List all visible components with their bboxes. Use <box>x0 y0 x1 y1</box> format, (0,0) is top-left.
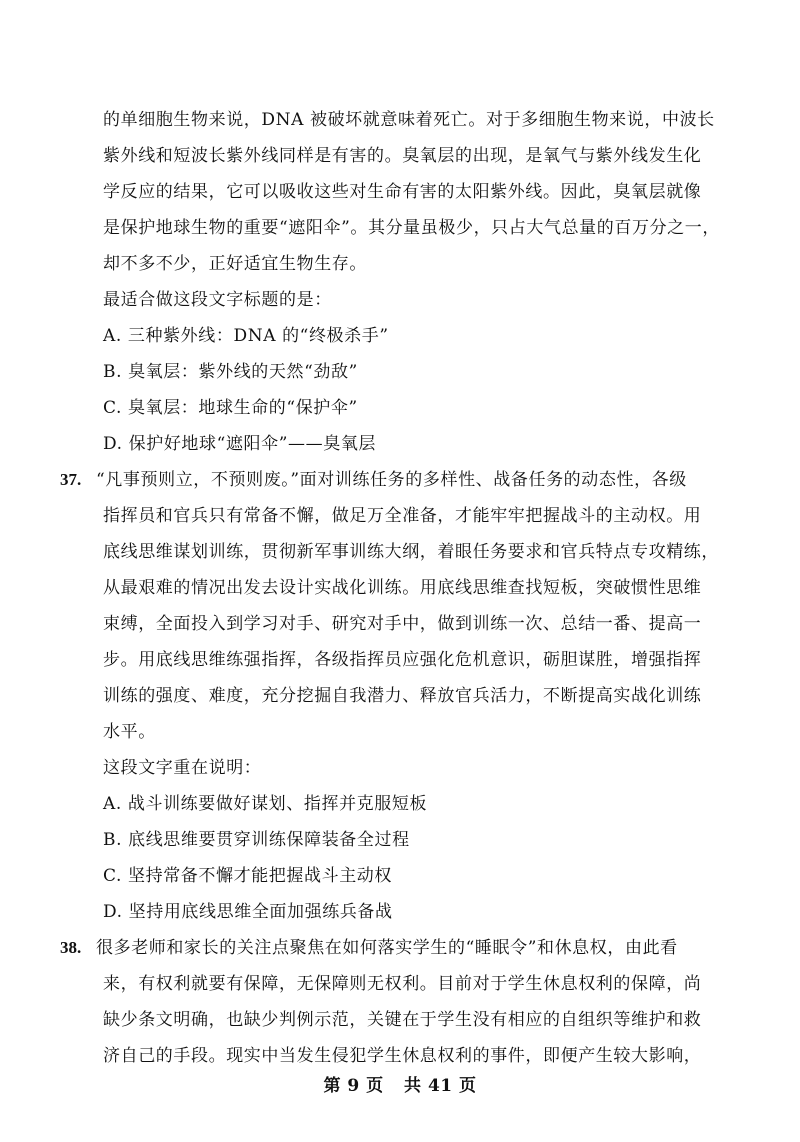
q36-option-b: B. 臭氧层：紫外线的天然“劲敌” <box>103 362 358 382</box>
q37-passage-line: 训练的强度、难度，充分挖掘自我潜力、释放官兵活力，不断提高实战化训练 <box>103 686 702 706</box>
q37-option-a: A. 战斗训练要做好谋划、指挥并克服短板 <box>103 794 428 814</box>
q38-passage-line: 缺少条文明确，也缺少判例示范，关键在于学生没有相应的自组织等维护和救 <box>103 1010 702 1030</box>
q36-passage-line: 是保护地球生物的重要“遮阳伞”。其分量虽极少，只占大气总量的百万分之一， <box>103 218 720 238</box>
q36-option-c: C. 臭氧层：地球生命的“保护伞” <box>103 398 358 418</box>
q37-passage-line: 底线思维谋划训练，贯彻新军事训练大纲，着眼任务要求和官兵特点专攻精练， <box>103 542 719 562</box>
q37-number: 37. <box>60 470 82 489</box>
q37-passage-line: 指挥员和官兵只有常备不懈，做足万全准备，才能牢牢把握战斗的主动权。用 <box>103 506 702 526</box>
q38-number: 38. <box>60 938 82 957</box>
q36-passage-line: 学反应的结果，它可以吸收这些对生命有害的太阳紫外线。因此，臭氧层就像 <box>103 182 702 202</box>
q37-question-stem: 这段文字重在说明： <box>103 758 262 778</box>
q36-passage-line: 的单细胞生物来说，DNA 被破坏就意味着死亡。对于多细胞生物来说，中波长 <box>103 110 715 130</box>
q36-question-stem: 最适合做这段文字标题的是： <box>103 290 332 310</box>
q37-passage-line: 步。用底线思维练强指挥，各级指挥员应强化危机意识，砺胆谋胜，增强指挥 <box>103 650 702 670</box>
page-footer <box>0 1071 800 1096</box>
q37-passage-line: 束缚，全面投入到学习对手、研究对手中，做到训练一次、总结一番、提高一 <box>103 614 702 634</box>
q37-passage-line: “凡事预则立，不预则废。”面对训练任务的多样性、战备任务的动态性，各级 <box>96 470 687 490</box>
page-number: 第 9 页 <box>323 1076 384 1096</box>
q37-option-d: D. 坚持用底线思维全面加强练兵备战 <box>103 902 393 922</box>
q38-passage-line: 济自己的手段。现实中当发生侵犯学生休息权利的事件，即便产生较大影响， <box>103 1046 702 1066</box>
page-total: 共 41 页 <box>404 1076 477 1096</box>
q37-passage-line: 从最艰难的情况出发去设计实战化训练。用底线思维查找短板，突破惯性思维 <box>103 578 702 598</box>
q38-passage-line: 很多老师和家长的关注点聚焦在如何落实学生的“睡眠令”和休息权，由此看 <box>96 938 678 958</box>
q37-passage-line: 水平。 <box>103 722 156 742</box>
q37-option-c: C. 坚持常备不懈才能把握战斗主动权 <box>103 866 393 886</box>
q37-option-b: B. 底线思维要贯穿训练保障装备全过程 <box>103 830 410 850</box>
q36-option-a: A. 三种紫外线：DNA 的“终极杀手” <box>103 326 389 346</box>
q36-option-d: D. 保护好地球“遮阳伞”——臭氧层 <box>103 434 377 454</box>
q38-passage-line: 来，有权利就要有保障，无保障则无权利。目前对于学生休息权利的保障，尚 <box>103 974 702 994</box>
q36-passage-line: 却不多不少，正好适宜生物生存。 <box>103 254 367 274</box>
q36-passage-line: 紫外线和短波长紫外线同样是有害的。臭氧层的出现，是氧气与紫外线发生化 <box>103 146 702 166</box>
